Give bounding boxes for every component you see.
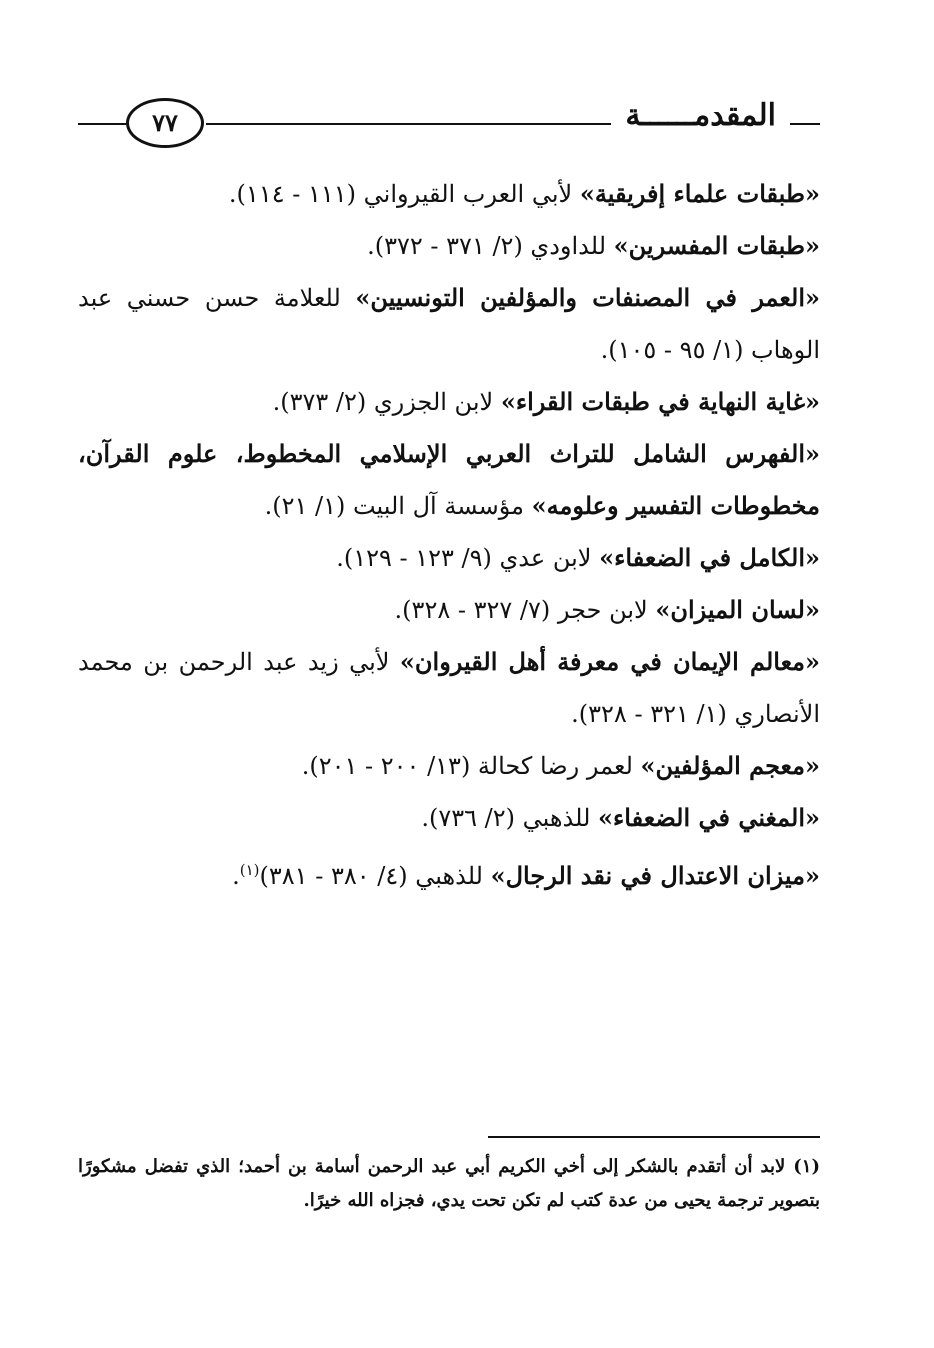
footnote-separator [488,1136,820,1138]
reference-title: «طبقات علماء إفريقية» [579,179,820,208]
footnote-number: (١) [793,1156,820,1177]
reference-details: لابن الجزري (٢/ ٣٧٣). [272,388,501,416]
reference-entry [78,168,820,220]
reference-title: «معجم المؤلفين» [640,751,820,780]
reference-title: «طبقات المفسرين» [613,231,820,260]
reference-details: لأبي العرب القيرواني (١١١ - ١١٤). [228,180,580,208]
reference-title: «العمر في المصنفات والمؤلفين التونسيين» [355,283,820,312]
reference-title: «غاية النهاية في طبقات القراء» [500,387,820,416]
header-rule-left [78,123,126,125]
reference-entry [78,584,820,636]
reference-title: «ميزان الاعتدال في نقد الرجال» [490,861,820,890]
reference-entry [78,376,820,428]
section-title: المقدمــــــة [611,94,790,138]
reference-details: للذهبي (٤/ ٣٨٠ - ٣٨١) [259,862,491,890]
header-rule-cap [790,123,820,125]
reference-list [78,168,820,902]
reference-entry [78,272,820,376]
reference-entry [78,844,820,902]
reference-title: «الفهرس الشامل للتراث العربي الإسلامي المخطوط، علوم القرآن، مخطوطات التفسير وعلومه» [78,439,820,520]
page-number: ٧٧ [126,98,204,148]
reference-title: «معالم الإيمان في معرفة أهل القيروان» [399,647,820,676]
reference-entry [78,636,820,740]
reference-details: للداودي (٢/ ٣٧١ - ٣٧٢). [367,232,614,260]
reference-details: لعمر رضا كحالة (١٣/ ٢٠٠ - ٢٠١). [301,752,641,780]
reference-details: لابن حجر (٧/ ٣٢٧ - ٣٢٨). [394,596,656,624]
reference-details: لأبي زيد عبد الرحمن بن محمد الأنصاري (١/ ٣٢١ - ٣٢٨). [78,648,820,728]
reference-entry [78,740,820,792]
reference-details: للعلامة حسن حسني عبد الوهاب (١/ ٩٥ - ١٠٥). [78,284,820,364]
reference-title: «الكامل في الضعفاء» [599,543,820,572]
reference-end: . [232,862,240,890]
reference-details: مؤسسة آل البيت (١/ ٢١). [264,492,532,520]
reference-details: لابن عدي (٩/ ١٢٣ - ١٢٩). [336,544,600,572]
footnote-line [78,1150,820,1184]
reference-entry [78,792,820,844]
footnote-line [78,1184,820,1218]
reference-entry [78,532,820,584]
reference-entry [78,220,820,272]
reference-title: «لسان الميزان» [655,595,820,624]
reference-details: للذهبي (٢/ ٧٣٦). [421,804,599,832]
page-header [78,92,820,152]
footnote-text: بتصوير ترجمة يحيى من عدة كتب لم تكن تحت يدي، فجزاه الله خيرًا. [303,1190,820,1211]
footnote-marker: (١) [239,861,260,879]
reference-entry [78,428,820,532]
reference-title: «المغني في الضعفاء» [598,803,820,832]
footnote [78,1150,820,1218]
footnote-text: لابد أن أتقدم بالشكر إلى أخي الكريم أبي عبد الرحمن أسامة بن أحمد؛ الذي تفضل مشكورًا [78,1156,786,1177]
